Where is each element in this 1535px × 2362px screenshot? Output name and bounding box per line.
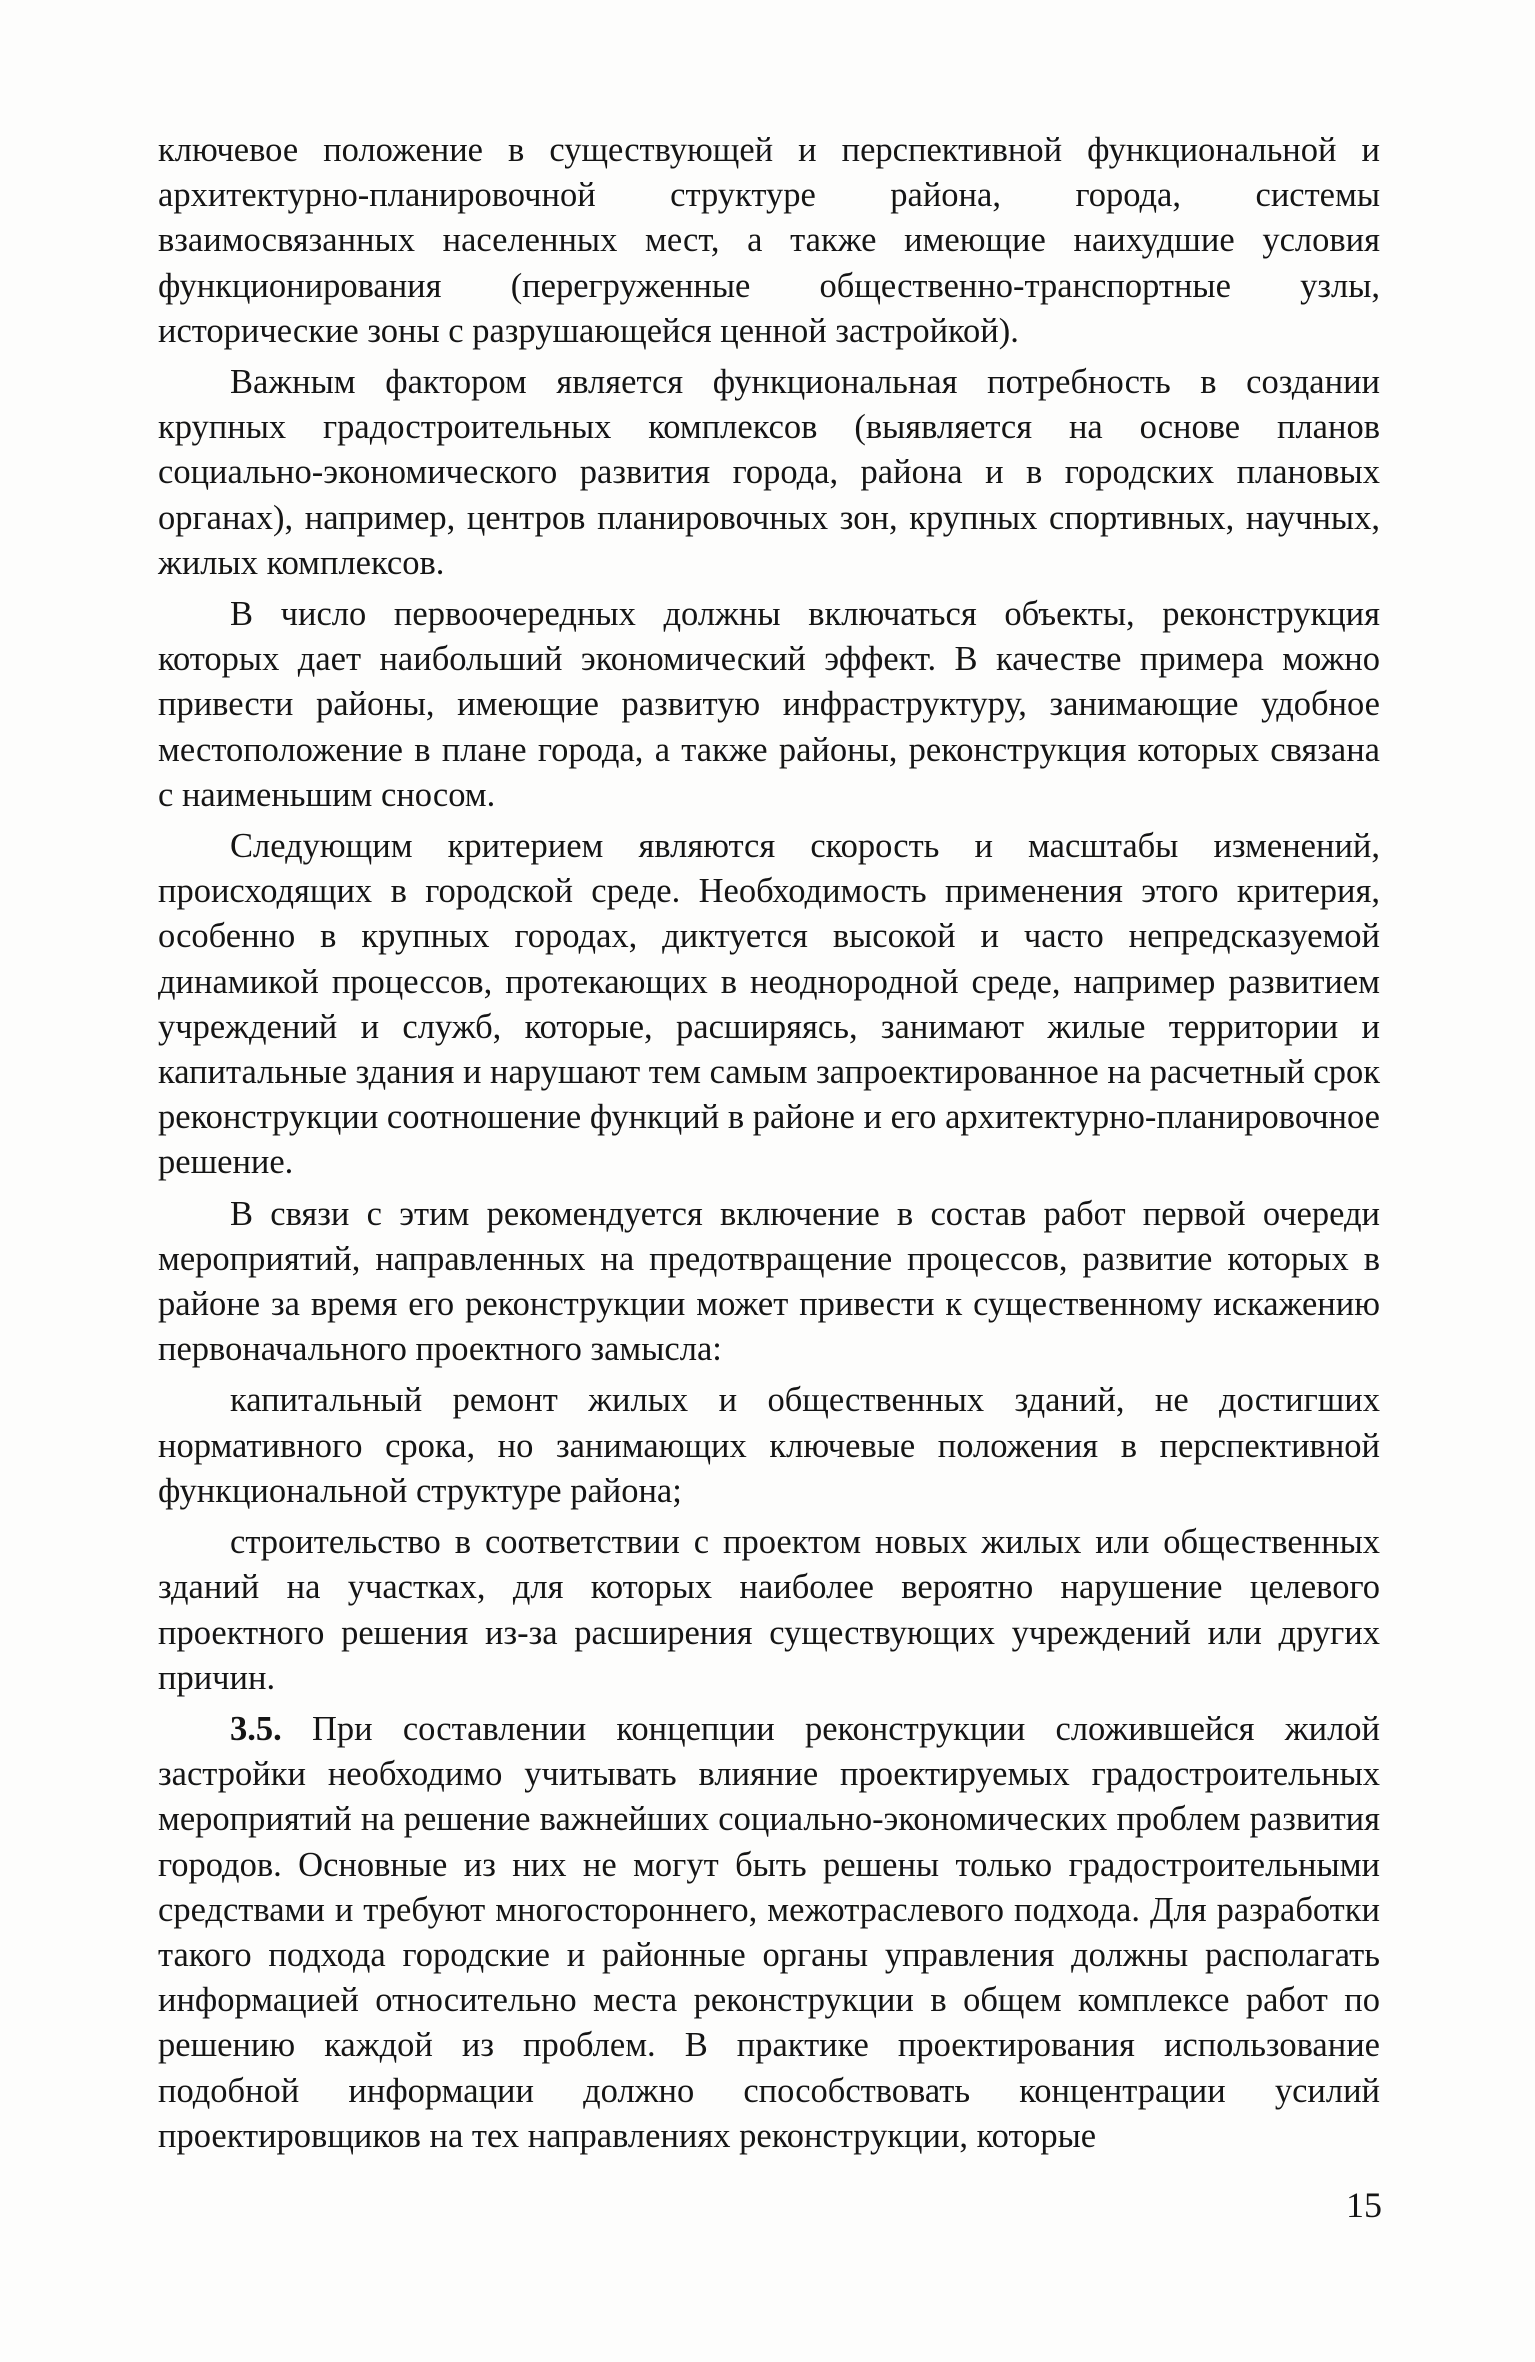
- list-item-capital-repair: капитальный ремонт жилых и общественных зданий, не достигших нормативного срока, но занимающих ключевые положения в перспективной функциональной структуре района;: [158, 1381, 1380, 1510]
- paragraph-continuation: ключевое положение в существующей и перспективной функциональной и архитектурно-планировочной структуре района, города, системы взаимосвязанных населенных мест, а также имеющие наихудшие условия функционирования (перегруженные общественно-транспортные узлы, исторические зоны с разрушающейся ценной застройкой).: [158, 131, 1380, 350]
- paragraph-speed-criterion: Следующим критерием являются скорость и масштабы изменений, происходящих в городской среде. Необходимость применения этого критерия, особенно в крупных городах, диктуется высокой и часто непредсказуемой динамикой процессов, протекающих в неоднородной среде, например развитием учреждений и служб, которые, расширяясь, занимают жилые территории и капитальные здания и нарушают тем самым запроектированное на расчетный срок реконструкции соотношение функций в районе и его архитектурно-планировочное решение.: [158, 827, 1380, 1182]
- body-text: [158, 128, 1380, 2159]
- paragraph-priority-objects: В число первоочередных должны включаться объекты, реконструкция которых дает наибольший экономический эффект. В качестве примера можно привести районы, имеющие развитую инфраструктуру, занимающие удобное местоположение в плане города, а также районы, реконструкция которых связана с наименьшим сносом.: [158, 595, 1380, 814]
- section-text: При составлении концепции реконструкции сложившейся жилой застройки необходимо учитывать влияние проектируемых градостроительных мероприятий на решение важнейших социально-экономических проблем развития городов. Основные из них не могут быть решены только градостроительными средствами и требуют многостороннего, межотраслевого подхода. Для разработки такого подхода городские и районные органы управления должны располагать информацией относительно места реконструкции в общем комплексе работ по решению каждой из проблем. В практике проектирования использование подобной информации должно способствовать концентрации усилий проектировщиков на тех направлениях реконструкции, которые: [158, 1709, 1381, 2155]
- paragraph-functional-need: Важным фактором является функциональная потребность в создании крупных градостроительных комплексов (выявляется на основе планов социально-экономического развития города, района и в городских плановых органах), например, центров планировочных зон, крупных спортивных, научных, жилых комплексов.: [158, 363, 1380, 582]
- list-item-new-construction: строительство в соответствии с проектом новых жилых или общественных зданий на участках, для которых наиболее вероятно нарушение целевого проектного решения из-за расширения существующих учреждений или других причин.: [158, 1523, 1380, 1697]
- page-number: 15: [1346, 2185, 1382, 2225]
- section-number: 3.5.: [230, 1709, 282, 1748]
- paragraph-recommendation: В связи с этим рекомендуется включение в состав работ первой очереди мероприятий, направленных на предотвращение процессов, развитие которых в районе за время его реконструкции может привести к существенному искажению первоначального проектного замысла:: [158, 1194, 1380, 1369]
- paragraph-section-3-5: [158, 1707, 1380, 2159]
